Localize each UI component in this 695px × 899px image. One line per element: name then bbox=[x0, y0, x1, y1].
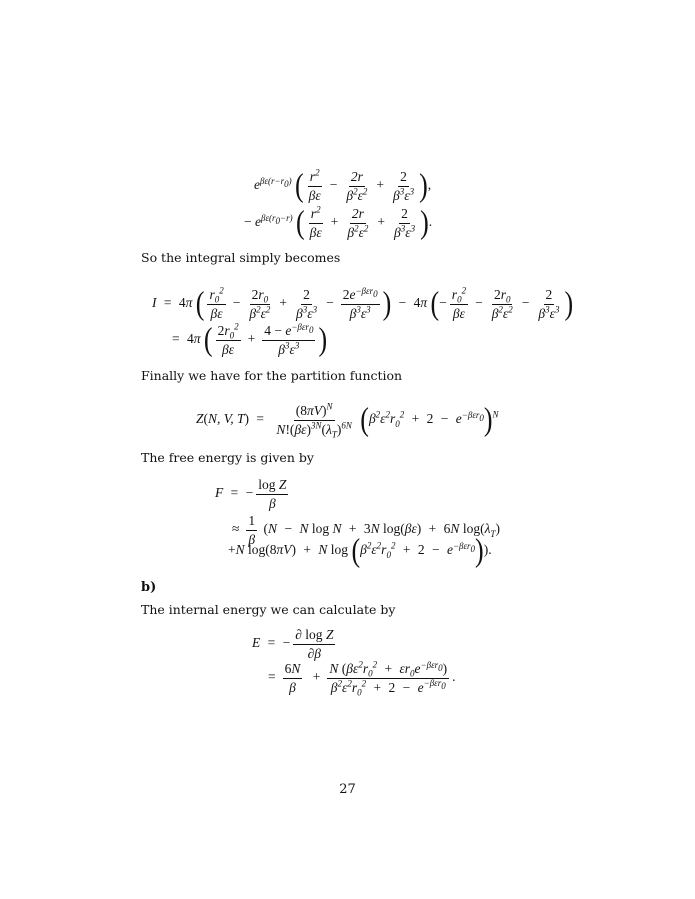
equation-2-line-1: I = 4π ( $\frac{r_0^2}{\beta\varepsilon}$ − $\frac{2r_0}{\beta^2\varepsilon^2}$ + $\frac{2}{\beta^3\varepsilon^3}$ − $\frac{2e^{-\beta\varepsilon r_0}}{\beta^3\varepsilon^3}$ ) − 4π (− $\frac{r_0^2}{\beta\varepsilon}$ − $\frac{2r_0}{\beta^2\varepsilon^2}$ − $\frac{2}{\beta^3\varepsilon^3}$ ) bbox=[152, 285, 574, 322]
text-free-energy-intro: The free energy is given by bbox=[141, 450, 314, 465]
equation-1-line-2: − $e^{\beta\varepsilon(r_0-r)}$ ( $\frac{r^2}{\beta\varepsilon}$ + $\frac{2r}{\beta^2\varepsilon^2}$ + $\frac{2}{\beta^3\varepsilon^3}$ ). bbox=[244, 204, 433, 241]
text-integral-intro: So the integral simply becomes bbox=[141, 250, 341, 265]
text-internal-energy-intro: The internal energy we can calculate by bbox=[141, 602, 396, 617]
section-heading-b: b) bbox=[141, 580, 157, 595]
equation-5-line-1: E = − $\frac{\text{∂ log Z}}{\partial\beta}$ bbox=[252, 627, 334, 661]
page-number: 27 bbox=[339, 782, 356, 797]
equation-3: Z(N, V, T) = $\frac{(8\pi V)^N}{N!(\beta\varepsilon)^{3N}(\lambda_T)^{6N}}$ $(\beta^2\varepsilon^2r_0^2 + 2 - e^{-\beta\varepsilon r_0})^N$ bbox=[196, 401, 499, 440]
equation-5-line-2: = $\frac{6N}{\beta}$ + $\frac{N (\beta\varepsilon^2r_0^2 + \varepsilon r_0e^{-\beta\varepsilon r_0})}{\beta^2\varepsilon^2r_0^2 + 2 - e^{-\beta\varepsilon r_0}}$ . bbox=[268, 659, 456, 698]
equation-1-line-1: $e^{\beta\varepsilon(r-r_0)}$ ( $\frac{r^2}{\beta\varepsilon}$ − $\frac{2r}{\beta^2\varepsilon^2}$ + $\frac{2}{\beta^3\varepsilon^3}$ ), bbox=[254, 167, 432, 204]
equation-4-line-2: ≈ $\frac{1}{\beta}$ (N − N log N + 3N log(βε) + 6N $\log(\lambda_T)$ bbox=[232, 513, 500, 547]
text-partition-intro: Finally we have for the partition function bbox=[141, 368, 403, 383]
equation-4-line-1: F = − $\frac{\text{log Z}}{\beta}$ bbox=[215, 477, 287, 511]
equation-2-line-2: = 4π ( $\frac{2r_0^2}{\beta\varepsilon}$ + $\frac{4 - e^{-\beta\varepsilon r_0}}{\beta^3\varepsilon^3}$ ) bbox=[172, 321, 328, 358]
equation-4-line-3: +N log(8πV) + N $\log (\beta^2\varepsilon^2r_0^2 + 2 - e^{-\beta\varepsilon r_0})$). bbox=[228, 532, 492, 569]
